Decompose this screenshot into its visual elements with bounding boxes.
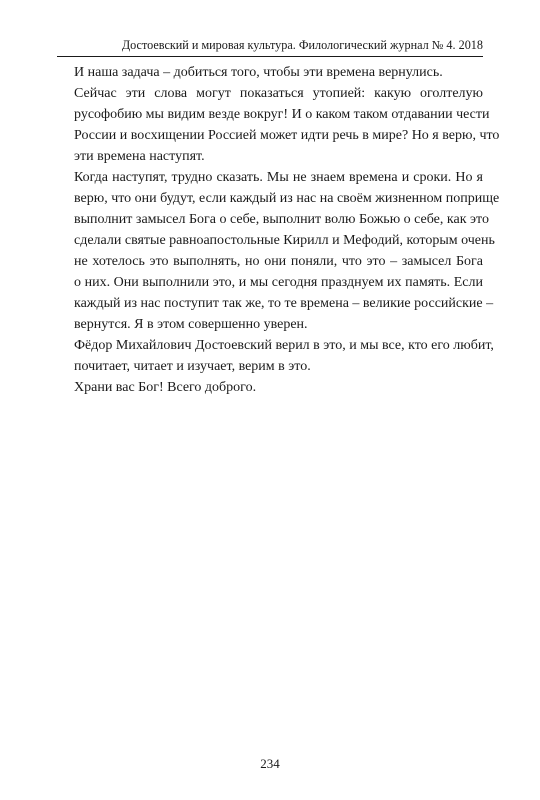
paragraph	[57, 335, 494, 377]
paragraph	[57, 167, 500, 335]
paragraph	[57, 83, 500, 167]
running-head: Достоевский и мировая культура. Филологический журнал № 4. 2018	[121, 38, 483, 52]
text-line: Когда наступят, трудно сказать. Мы не знаем времена и сроки. Но я	[74, 170, 483, 185]
text-line: эти времена наступят.	[74, 149, 205, 164]
text-line: о них. Они выполнили это, и мы сегодня празднуем их память. Если	[74, 275, 483, 290]
text-line: сделали святые равноапостольные Кирилл и Мефодий, которым очень	[74, 233, 495, 248]
text-line: Фёдор Михайлович Достоевский верил в это, и мы все, кто его любит,	[74, 338, 494, 353]
text-line: Храни вас Бог! Всего доброго.	[74, 380, 257, 395]
text-line: не хотелось это выполнять, но они поняли, что это – замысел Бога	[74, 254, 483, 269]
paragraph	[57, 377, 483, 398]
paragraph	[57, 62, 483, 83]
text-line: каждый из нас поступит так же, то те времена – великие российские –	[74, 296, 494, 311]
body-text	[57, 62, 500, 398]
header-rule	[57, 56, 483, 57]
text-line: русофобию мы видим везде вокруг! И о каком таком отдавании чести	[74, 107, 490, 122]
text-line: почитает, читает и изучает, верим в это.	[74, 359, 311, 374]
text-line: вернутся. Я в этом совершенно уверен.	[74, 317, 308, 332]
text-line: Сейчас эти слова могут показаться утопией: какую оголтелую	[74, 86, 483, 101]
text-line: выполнит замысел Бога о себе, выполнит волю Божью о себе, как это	[74, 212, 489, 227]
text-line: верю, что они будут, если каждый из нас на своём жизненном поприще	[74, 191, 500, 206]
text-line: И наша задача – добиться того, чтобы эти времена вернулись.	[74, 65, 443, 80]
text-line: России и восхищении Россией может идти речь в мире? Но я верю, что	[74, 128, 500, 143]
page-number: 234	[260, 756, 280, 771]
